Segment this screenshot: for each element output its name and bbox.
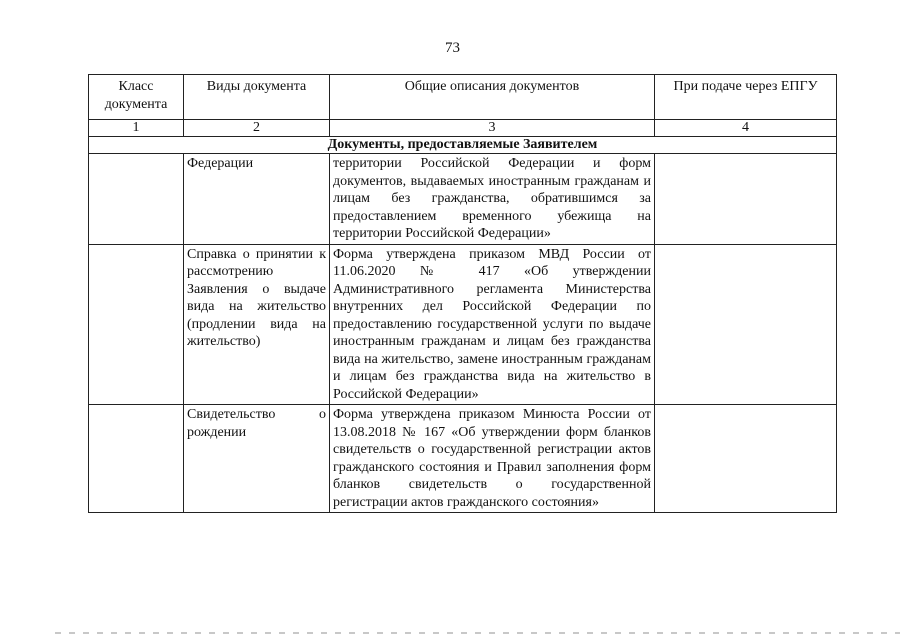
scan-artifact-line	[55, 632, 900, 634]
cell-description: территории Российской Федерации и форм документов, выдаваемых иностранным гражданам и лицам без гражданства, обратившимся за предоставлением временного убежища на территории Российской Федерации»	[330, 154, 655, 245]
section-header-row	[89, 137, 837, 154]
column-numbers-row	[89, 120, 837, 137]
cell-description: Форма утверждена приказом МВД России от 11.06.2020 № 417 «Об утверждении Административного регламента Министерства внутренних дел Российской Федерации по предоставлению государственной услуги по выдаче иностранным гражданам и лицам без гражданства вида на жительство, замене иностранным гражданам и лицам без гражданства вида на жительство в Российской Федерации»	[330, 244, 655, 405]
column-number: 3	[330, 120, 655, 137]
column-number: 4	[655, 120, 837, 137]
column-number: 2	[184, 120, 330, 137]
table-row	[89, 154, 837, 245]
cell-class	[89, 154, 184, 245]
page-number: 73	[445, 40, 460, 56]
cell-epgu	[655, 244, 837, 405]
cell-type: Свидетельство о рождении	[184, 405, 330, 513]
header-document-class: Класс документа	[89, 75, 184, 120]
table-row	[89, 405, 837, 513]
cell-class	[89, 405, 184, 513]
documents-table	[88, 74, 837, 513]
header-epgu-submission: При подаче через ЕПГУ	[655, 75, 837, 120]
header-document-type: Виды документа	[184, 75, 330, 120]
column-number: 1	[89, 120, 184, 137]
table-row	[89, 244, 837, 405]
section-title: Документы, предоставляемые Заявителем	[89, 137, 837, 154]
cell-description: Форма утверждена приказом Минюста России от 13.08.2018 № 167 «Об утверждении форм бланков свидетельств о государственной регистрации актов гражданского состояния и Правил заполнения форм бланков свидетельств о государственной регистрации актов гражданского состояния»	[330, 405, 655, 513]
table-header-row	[89, 75, 837, 120]
header-document-description: Общие описания документов	[330, 75, 655, 120]
cell-type: Справка о принятии к рассмотрению Заявления о выдаче вида на жительство (продлении вида на жительство)	[184, 244, 330, 405]
cell-epgu	[655, 405, 837, 513]
cell-type: Федерации	[184, 154, 330, 245]
cell-class	[89, 244, 184, 405]
cell-epgu	[655, 154, 837, 245]
